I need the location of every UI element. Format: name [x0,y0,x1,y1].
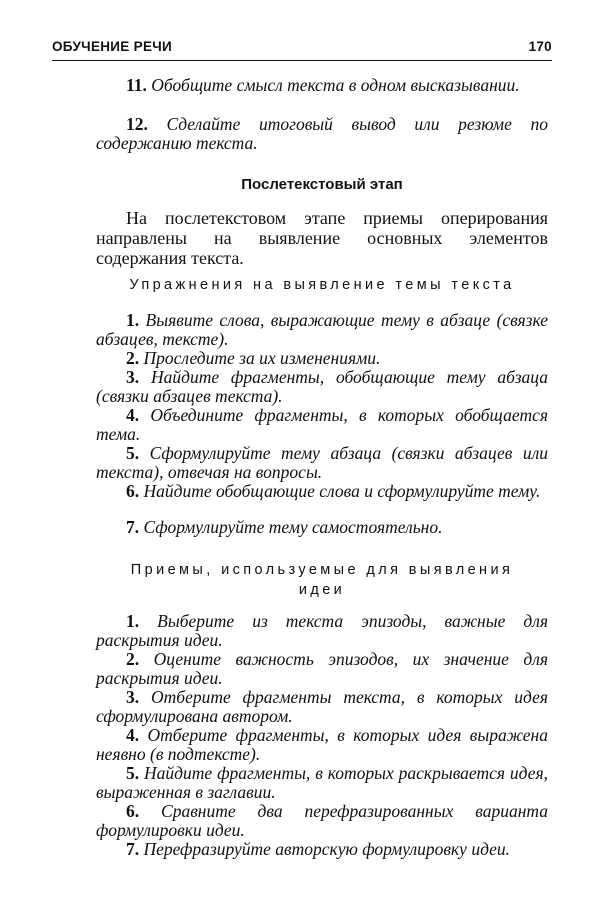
list-item [96,349,548,368]
running-header [52,36,552,61]
item-text: Отберите фрагменты, в которых идея выражена неявно (в подтексте). [96,725,548,764]
list-item [96,76,548,95]
item-number: 12. [126,114,148,134]
list-item [96,311,548,349]
item-text: Проследите за их изменениями. [143,348,381,368]
item-text: Найдите обобщающие слова и сформулируйте тему. [143,481,541,501]
item-text: Объедините фрагменты, в которых обобщается тема. [96,405,549,444]
item-text: Найдите фрагменты, в которых раскрывается идея, выраженная в заглавии. [96,763,548,802]
item-number: 3. [126,367,140,387]
item-number: 7. [126,839,140,859]
list-item [96,115,548,153]
item-text: Сформулируйте тему абзаца (связки абзацев или текста), отвечая на вопросы. [96,443,549,482]
intro-paragraph: На послетекстовом этапе приемы оперирования направлены на выявление основных элементов содержания текста. [96,208,548,268]
item-text: Сравните два перефразированных варианта формулировки идеи. [96,801,548,840]
list-item [96,406,548,444]
header-title: ОБУЧЕНИЕ РЕЧИ [52,39,173,54]
page-number: 170 [528,39,552,54]
item-text: Перефразируйте авторскую формулировку идеи. [143,839,511,859]
item-text: Сделайте итоговый вывод или резюме по содержанию текста. [96,114,548,153]
list-item [96,650,548,688]
list-item [96,802,548,840]
item-number: 1. [126,611,140,631]
idea-heading-line2: идеи [298,582,346,598]
item-number: 4. [126,725,140,745]
idea-section-heading [96,560,548,600]
item-number: 2. [126,348,140,368]
item-number: 11. [126,75,147,95]
item-text: Сформулируйте тему самостоятельно. [143,517,443,537]
list-item [96,368,548,406]
list-item [96,840,548,859]
list-item [96,482,548,501]
list-item [96,764,548,802]
item-number: 4. [126,405,140,425]
item-text: Обобщите смысл текста в одном высказывании. [151,75,520,95]
list-item [96,688,548,726]
item-text: Оцените важность эпизодов, их значение для раскрытия идеи. [96,649,549,688]
list-item [96,518,548,537]
item-number: 1. [126,310,140,330]
item-number: 7. [126,517,140,537]
theme-section-heading: Упражнения на выявление темы текста [129,277,515,293]
idea-heading-line1: Приемы, используемые для выявления [130,562,514,578]
item-number: 6. [126,481,140,501]
list-item [96,444,548,482]
item-number: 2. [126,649,140,669]
item-text: Отберите фрагменты текста, в которых идея сформулирована автором. [96,687,548,726]
list-item [96,726,548,764]
item-number: 3. [126,687,140,707]
item-text: Найдите фрагменты, обобщающие тему абзаца (связки абзацев текста). [96,367,548,406]
item-number: 5. [126,443,140,463]
section-title: Послетекстовый этап [241,176,403,193]
item-text: Выявите слова, выражающие тему в абзаце (связке абзацев, тексте). [96,310,549,349]
item-number: 6. [126,801,140,821]
item-text: Выберите из текста эпизоды, важные для раскрытия идеи. [96,611,548,650]
list-item [96,612,548,650]
item-number: 5. [126,763,140,783]
